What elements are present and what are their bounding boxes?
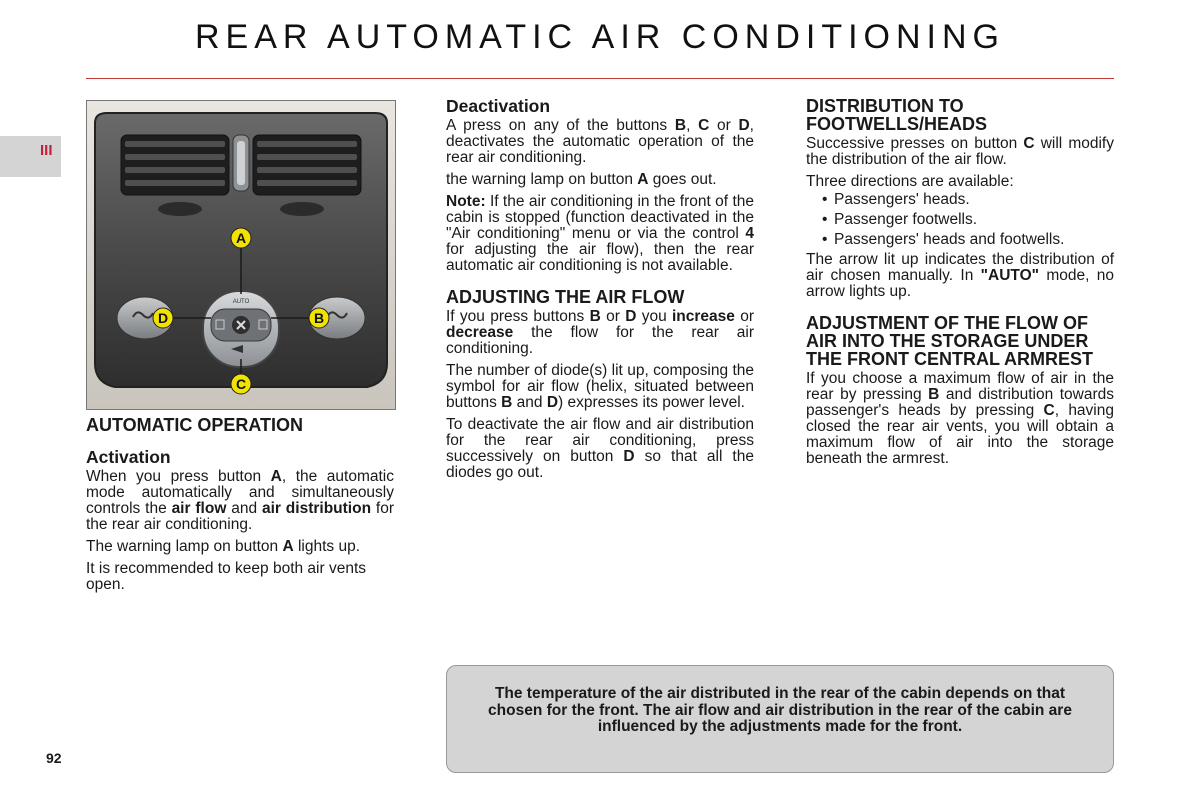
diodes-paragraph: The number of diode(s) lit up, composing the symbol for air flow (helix, situated between buttons B and D) expresses its power level. xyxy=(446,362,754,411)
heading-automatic-operation: AUTOMATIC OPERATION xyxy=(86,415,303,435)
auto-button-text: AUTO xyxy=(232,299,250,305)
heading-distribution: DISTRIBUTION TO FOOTWELLS/HEADS xyxy=(806,96,987,134)
storage-paragraph: If you choose a maximum flow of air in the rear by pressing B and distribution towards passenger's heads by pressing C, having closed the rear air vents, you will obtain a maximum flow of air into the storage beneath the armrest. xyxy=(806,370,1114,467)
distribution-paragraph: Successive presses on button C will modify the distribution of the air flow. xyxy=(806,135,1114,168)
recommendation-paragraph: It is recommended to keep both air vents open. xyxy=(86,560,367,593)
label-b: B xyxy=(313,310,325,326)
column-deactivation xyxy=(446,97,754,487)
column-automatic-operation xyxy=(86,416,394,599)
directions-list xyxy=(806,192,1114,248)
warning-lamp-paragraph: The warning lamp on button A lights up. xyxy=(86,538,361,555)
heading-activation: Activation xyxy=(86,447,171,467)
page-title: REAR AUTOMATIC AIR CONDITIONING xyxy=(194,18,1006,56)
label-d: D xyxy=(157,310,169,326)
heading-adjusting-air-flow: ADJUSTING THE AIR FLOW xyxy=(446,287,685,307)
rear-ac-panel-figure xyxy=(86,100,396,410)
temperature-note-box: The temperature of the air distributed in the rear of the cabin depends on that chosen for the front. The air flow and air distribution in the rear of the cabin are influenced by the adjustments made for the front. xyxy=(446,665,1114,773)
label-a: A xyxy=(235,230,247,246)
page-number: 92 xyxy=(46,750,62,766)
adjust-paragraph: If you press buttons B or D you increase or decrease the flow for the rear air conditioning. xyxy=(446,308,755,357)
column-distribution xyxy=(806,97,1114,473)
lamp-out-paragraph: the warning lamp on button A goes out. xyxy=(446,171,717,188)
list-item: • Passengers' heads. xyxy=(822,192,1114,208)
section-tab-label: III xyxy=(40,142,53,159)
arrow-paragraph: The arrow lit up indicates the distribution of air chosen manually. In "AUTO" mode, no arrow lights up. xyxy=(806,251,1115,300)
heading-storage-adjustment: ADJUSTMENT OF THE FLOW OF AIR INTO THE STORAGE UNDER THE FRONT CENTRAL ARMREST xyxy=(806,313,1093,369)
directions-intro: Three directions are available: xyxy=(806,173,1014,190)
title-rule xyxy=(86,78,1114,79)
deactivate-flow-paragraph: To deactivate the air flow and air distribution for the rear air conditioning, press successively on button D so that all the diodes go out. xyxy=(446,416,754,481)
activation-paragraph: When you press button A, the automatic mode automatically and simultaneously controls the air flow and air distribution for the rear air conditioning. xyxy=(86,468,394,533)
note-paragraph: Note: If the air conditioning in the front of the cabin is stopped (function deactivated in the "Air conditioning" menu or via the control 4 for adjusting the air flow), then the rear automatic air conditioning is not available. xyxy=(446,193,754,274)
list-item: • Passenger footwells. xyxy=(822,212,1114,228)
label-c: C xyxy=(235,376,247,392)
list-item: • Passengers' heads and footwells. xyxy=(822,232,1114,248)
section-tab xyxy=(0,136,61,177)
heading-deactivation: Deactivation xyxy=(446,96,551,116)
deactivation-paragraph: A press on any of the buttons B, C or D, deactivates the automatic operation of the rear air conditioning. xyxy=(446,117,754,166)
rear-ac-panel-illustration xyxy=(87,101,395,409)
